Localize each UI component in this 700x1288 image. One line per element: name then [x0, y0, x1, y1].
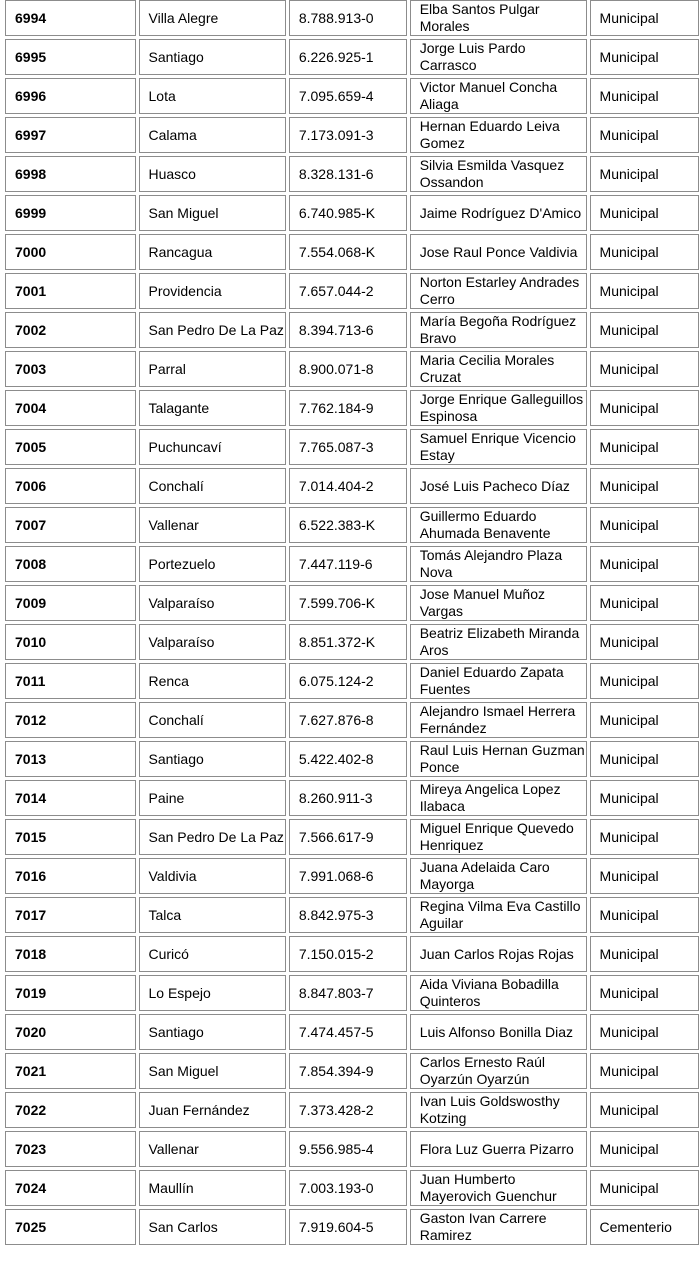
type-cell: Municipal — [590, 702, 699, 738]
commune-cell: Lo Espejo — [139, 975, 286, 1011]
commune-cell: Valparaíso — [139, 585, 286, 621]
commune-cell: Santiago — [139, 1014, 286, 1050]
type-cell: Municipal — [590, 1131, 699, 1167]
records-table — [2, 0, 700, 1248]
commune-cell: Talca — [139, 897, 286, 933]
person-name-cell: Beatriz Elizabeth Miranda Aros — [410, 624, 587, 660]
type-cell: Municipal — [590, 1014, 699, 1050]
table-row — [5, 819, 699, 855]
commune-cell: San Pedro De La Paz — [139, 819, 286, 855]
type-cell: Municipal — [590, 0, 699, 36]
type-cell: Municipal — [590, 936, 699, 972]
type-cell: Municipal — [590, 117, 699, 153]
commune-cell: Juan Fernández — [139, 1092, 286, 1128]
record-number: 7024 — [5, 1170, 136, 1206]
record-number: 7011 — [5, 663, 136, 699]
person-name-cell: Hernan Eduardo Leiva Gomez — [410, 117, 587, 153]
person-name-cell: Ivan Luis Goldswosthy Kotzing — [410, 1092, 587, 1128]
table-row — [5, 1053, 699, 1089]
commune-cell: Maullín — [139, 1170, 286, 1206]
rut-cell: 7.003.193-0 — [289, 1170, 407, 1206]
commune-cell: Rancagua — [139, 234, 286, 270]
record-number: 7003 — [5, 351, 136, 387]
commune-cell: Providencia — [139, 273, 286, 309]
commune-cell: Conchalí — [139, 702, 286, 738]
rut-cell: 8.842.975-3 — [289, 897, 407, 933]
person-name-cell: Juana Adelaida Caro Mayorga — [410, 858, 587, 894]
rut-cell: 7.627.876-8 — [289, 702, 407, 738]
rut-cell: 7.566.617-9 — [289, 819, 407, 855]
type-cell: Municipal — [590, 741, 699, 777]
record-number: 7018 — [5, 936, 136, 972]
person-name-cell: Jorge Enrique Galleguillos Espinosa — [410, 390, 587, 426]
record-number: 7021 — [5, 1053, 136, 1089]
record-number: 7010 — [5, 624, 136, 660]
commune-cell: Santiago — [139, 741, 286, 777]
commune-cell: Villa Alegre — [139, 0, 286, 36]
rut-cell: 6.522.383-K — [289, 507, 407, 543]
record-number: 7004 — [5, 390, 136, 426]
table-row — [5, 585, 699, 621]
table-row — [5, 741, 699, 777]
rut-cell: 7.991.068-6 — [289, 858, 407, 894]
type-cell: Municipal — [590, 234, 699, 270]
type-cell: Municipal — [590, 273, 699, 309]
rut-cell: 6.075.124-2 — [289, 663, 407, 699]
person-name-cell: Jaime Rodríguez D'Amico — [410, 195, 587, 231]
record-number: 7016 — [5, 858, 136, 894]
commune-cell: Vallenar — [139, 507, 286, 543]
record-number: 7022 — [5, 1092, 136, 1128]
type-cell: Municipal — [590, 780, 699, 816]
rut-cell: 7.762.184-9 — [289, 390, 407, 426]
table-row — [5, 1014, 699, 1050]
record-number: 6995 — [5, 39, 136, 75]
commune-cell: Valparaíso — [139, 624, 286, 660]
commune-cell: Lota — [139, 78, 286, 114]
person-name-cell: María Begoña Rodríguez Bravo — [410, 312, 587, 348]
person-name-cell: Norton Estarley Andrades Cerro — [410, 273, 587, 309]
type-cell: Municipal — [590, 585, 699, 621]
table-row — [5, 624, 699, 660]
type-cell: Municipal — [590, 195, 699, 231]
rut-cell: 7.554.068-K — [289, 234, 407, 270]
record-number: 6999 — [5, 195, 136, 231]
record-number: 7005 — [5, 429, 136, 465]
person-name-cell: Victor Manuel Concha Aliaga — [410, 78, 587, 114]
commune-cell: Curicó — [139, 936, 286, 972]
person-name-cell: Luis Alfonso Bonilla Diaz — [410, 1014, 587, 1050]
rut-cell: 8.788.913-0 — [289, 0, 407, 36]
table-row — [5, 975, 699, 1011]
table-row — [5, 936, 699, 972]
commune-cell: San Miguel — [139, 1053, 286, 1089]
person-name-cell: Jose Manuel Muñoz Vargas — [410, 585, 587, 621]
rut-cell: 7.447.119-6 — [289, 546, 407, 582]
rut-cell: 7.014.404-2 — [289, 468, 407, 504]
person-name-cell: Miguel Enrique Quevedo Henriquez — [410, 819, 587, 855]
commune-cell: San Carlos — [139, 1209, 286, 1245]
rut-cell: 5.422.402-8 — [289, 741, 407, 777]
record-number: 7023 — [5, 1131, 136, 1167]
table-row — [5, 1209, 699, 1245]
table-row — [5, 195, 699, 231]
table-row — [5, 273, 699, 309]
table-row — [5, 702, 699, 738]
commune-cell: Puchuncaví — [139, 429, 286, 465]
rut-cell: 7.657.044-2 — [289, 273, 407, 309]
table-row — [5, 1131, 699, 1167]
type-cell: Municipal — [590, 312, 699, 348]
person-name-cell: Samuel Enrique Vicencio Estay — [410, 429, 587, 465]
type-cell: Municipal — [590, 468, 699, 504]
person-name-cell: Gaston Ivan Carrere Ramirez — [410, 1209, 587, 1245]
table-row — [5, 312, 699, 348]
table-row — [5, 897, 699, 933]
type-cell: Municipal — [590, 624, 699, 660]
record-number: 7009 — [5, 585, 136, 621]
rut-cell: 6.226.925-1 — [289, 39, 407, 75]
type-cell: Municipal — [590, 78, 699, 114]
commune-cell: Talagante — [139, 390, 286, 426]
table-row — [5, 117, 699, 153]
record-number: 7020 — [5, 1014, 136, 1050]
commune-cell: Renca — [139, 663, 286, 699]
table-row — [5, 1170, 699, 1206]
table-row — [5, 156, 699, 192]
person-name-cell: Mireya Angelica Lopez Ilabaca — [410, 780, 587, 816]
record-number: 7006 — [5, 468, 136, 504]
table-row — [5, 39, 699, 75]
person-name-cell: Elba Santos Pulgar Morales — [410, 0, 587, 36]
rut-cell: 8.900.071-8 — [289, 351, 407, 387]
type-cell: Municipal — [590, 1092, 699, 1128]
type-cell: Municipal — [590, 507, 699, 543]
record-number: 7000 — [5, 234, 136, 270]
record-number: 7014 — [5, 780, 136, 816]
record-number: 7019 — [5, 975, 136, 1011]
rut-cell: 7.173.091-3 — [289, 117, 407, 153]
record-number: 7012 — [5, 702, 136, 738]
type-cell: Municipal — [590, 975, 699, 1011]
record-number: 7007 — [5, 507, 136, 543]
commune-cell: San Pedro De La Paz — [139, 312, 286, 348]
table-row — [5, 780, 699, 816]
type-cell: Municipal — [590, 858, 699, 894]
record-number: 6997 — [5, 117, 136, 153]
commune-cell: Conchalí — [139, 468, 286, 504]
person-name-cell: Jose Raul Ponce Valdivia — [410, 234, 587, 270]
rut-cell: 7.474.457-5 — [289, 1014, 407, 1050]
person-name-cell: Daniel Eduardo Zapata Fuentes — [410, 663, 587, 699]
record-number: 7002 — [5, 312, 136, 348]
type-cell: Municipal — [590, 819, 699, 855]
record-number: 7008 — [5, 546, 136, 582]
rut-cell: 7.919.604-5 — [289, 1209, 407, 1245]
person-name-cell: Alejandro Ismael Herrera Fernández — [410, 702, 587, 738]
type-cell: Cementerio — [590, 1209, 699, 1245]
person-name-cell: Flora Luz Guerra Pizarro — [410, 1131, 587, 1167]
person-name-cell: José Luis Pacheco Díaz — [410, 468, 587, 504]
commune-cell: Huasco — [139, 156, 286, 192]
table-row — [5, 78, 699, 114]
type-cell: Municipal — [590, 39, 699, 75]
record-number: 7017 — [5, 897, 136, 933]
record-number: 7001 — [5, 273, 136, 309]
commune-cell: San Miguel — [139, 195, 286, 231]
table-row — [5, 858, 699, 894]
table-row — [5, 546, 699, 582]
type-cell: Municipal — [590, 351, 699, 387]
rut-cell: 8.394.713-6 — [289, 312, 407, 348]
table-row — [5, 663, 699, 699]
rut-cell: 7.150.015-2 — [289, 936, 407, 972]
rut-cell: 7.095.659-4 — [289, 78, 407, 114]
rut-cell: 8.260.911-3 — [289, 780, 407, 816]
type-cell: Municipal — [590, 1170, 699, 1206]
commune-cell: Calama — [139, 117, 286, 153]
table-row — [5, 507, 699, 543]
rut-cell: 9.556.985-4 — [289, 1131, 407, 1167]
commune-cell: Valdivia — [139, 858, 286, 894]
table-row — [5, 1092, 699, 1128]
records-table-body — [5, 0, 699, 1245]
person-name-cell: Juan Humberto Mayerovich Guenchur — [410, 1170, 587, 1206]
type-cell: Municipal — [590, 429, 699, 465]
rut-cell: 7.765.087-3 — [289, 429, 407, 465]
table-row — [5, 351, 699, 387]
commune-cell: Portezuelo — [139, 546, 286, 582]
table-row — [5, 429, 699, 465]
record-number: 6996 — [5, 78, 136, 114]
commune-cell: Parral — [139, 351, 286, 387]
person-name-cell: Juan Carlos Rojas Rojas — [410, 936, 587, 972]
commune-cell: Santiago — [139, 39, 286, 75]
person-name-cell: Jorge Luis Pardo Carrasco — [410, 39, 587, 75]
record-number: 7015 — [5, 819, 136, 855]
rut-cell: 8.328.131-6 — [289, 156, 407, 192]
person-name-cell: Silvia Esmilda Vasquez Ossandon — [410, 156, 587, 192]
table-row — [5, 468, 699, 504]
record-number: 6994 — [5, 0, 136, 36]
table-row — [5, 234, 699, 270]
type-cell: Municipal — [590, 156, 699, 192]
record-number: 7013 — [5, 741, 136, 777]
record-number: 6998 — [5, 156, 136, 192]
person-name-cell: Raul Luis Hernan Guzman Ponce — [410, 741, 587, 777]
table-row — [5, 0, 699, 36]
person-name-cell: Guillermo Eduardo Ahumada Benavente — [410, 507, 587, 543]
type-cell: Municipal — [590, 390, 699, 426]
rut-cell: 7.854.394-9 — [289, 1053, 407, 1089]
type-cell: Municipal — [590, 1053, 699, 1089]
person-name-cell: Aida Viviana Bobadilla Quinteros — [410, 975, 587, 1011]
type-cell: Municipal — [590, 897, 699, 933]
person-name-cell: Carlos Ernesto Raúl Oyarzún Oyarzún — [410, 1053, 587, 1089]
record-number: 7025 — [5, 1209, 136, 1245]
person-name-cell: Maria Cecilia Morales Cruzat — [410, 351, 587, 387]
person-name-cell: Tomás Alejandro Plaza Nova — [410, 546, 587, 582]
rut-cell: 8.851.372-K — [289, 624, 407, 660]
commune-cell: Vallenar — [139, 1131, 286, 1167]
rut-cell: 7.599.706-K — [289, 585, 407, 621]
table-row — [5, 390, 699, 426]
rut-cell: 8.847.803-7 — [289, 975, 407, 1011]
rut-cell: 7.373.428-2 — [289, 1092, 407, 1128]
person-name-cell: Regina Vilma Eva Castillo Aguilar — [410, 897, 587, 933]
type-cell: Municipal — [590, 663, 699, 699]
rut-cell: 6.740.985-K — [289, 195, 407, 231]
type-cell: Municipal — [590, 546, 699, 582]
commune-cell: Paine — [139, 780, 286, 816]
